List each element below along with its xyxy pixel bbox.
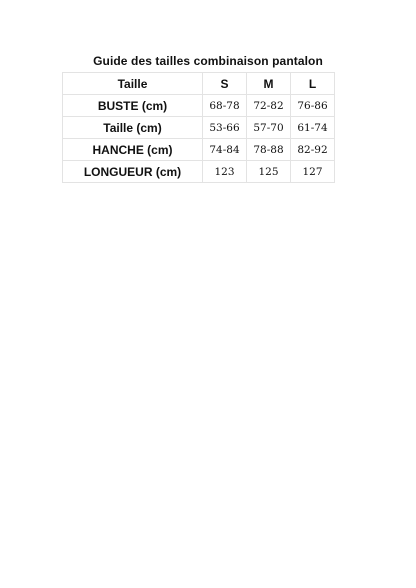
cell-waist-s: 53-66 — [203, 117, 247, 139]
header-cell-size-label: Taille — [63, 73, 203, 95]
header-cell-s: S — [203, 73, 247, 95]
cell-bust-l: 76-86 — [291, 95, 335, 117]
cell-length-m: 125 — [247, 161, 291, 183]
table-row — [63, 117, 335, 139]
size-guide-table — [62, 72, 335, 183]
table-row — [63, 95, 335, 117]
row-label-hip: HANCHE (cm) — [63, 139, 203, 161]
cell-hip-m: 78-88 — [247, 139, 291, 161]
row-label-waist: Taille (cm) — [63, 117, 203, 139]
cell-bust-m: 72-82 — [247, 95, 291, 117]
page-title: Guide des tailles combinaison pantalon — [93, 54, 323, 68]
row-label-bust: BUSTE (cm) — [63, 95, 203, 117]
header-cell-l: L — [291, 73, 335, 95]
table-header-row — [63, 73, 335, 95]
cell-length-s: 123 — [203, 161, 247, 183]
cell-length-l: 127 — [291, 161, 335, 183]
cell-waist-l: 61-74 — [291, 117, 335, 139]
cell-waist-m: 57-70 — [247, 117, 291, 139]
cell-bust-s: 68-78 — [203, 95, 247, 117]
cell-hip-l: 82-92 — [291, 139, 335, 161]
table-row — [63, 161, 335, 183]
header-cell-m: M — [247, 73, 291, 95]
table-row — [63, 139, 335, 161]
cell-hip-s: 74-84 — [203, 139, 247, 161]
row-label-length: LONGUEUR (cm) — [63, 161, 203, 183]
